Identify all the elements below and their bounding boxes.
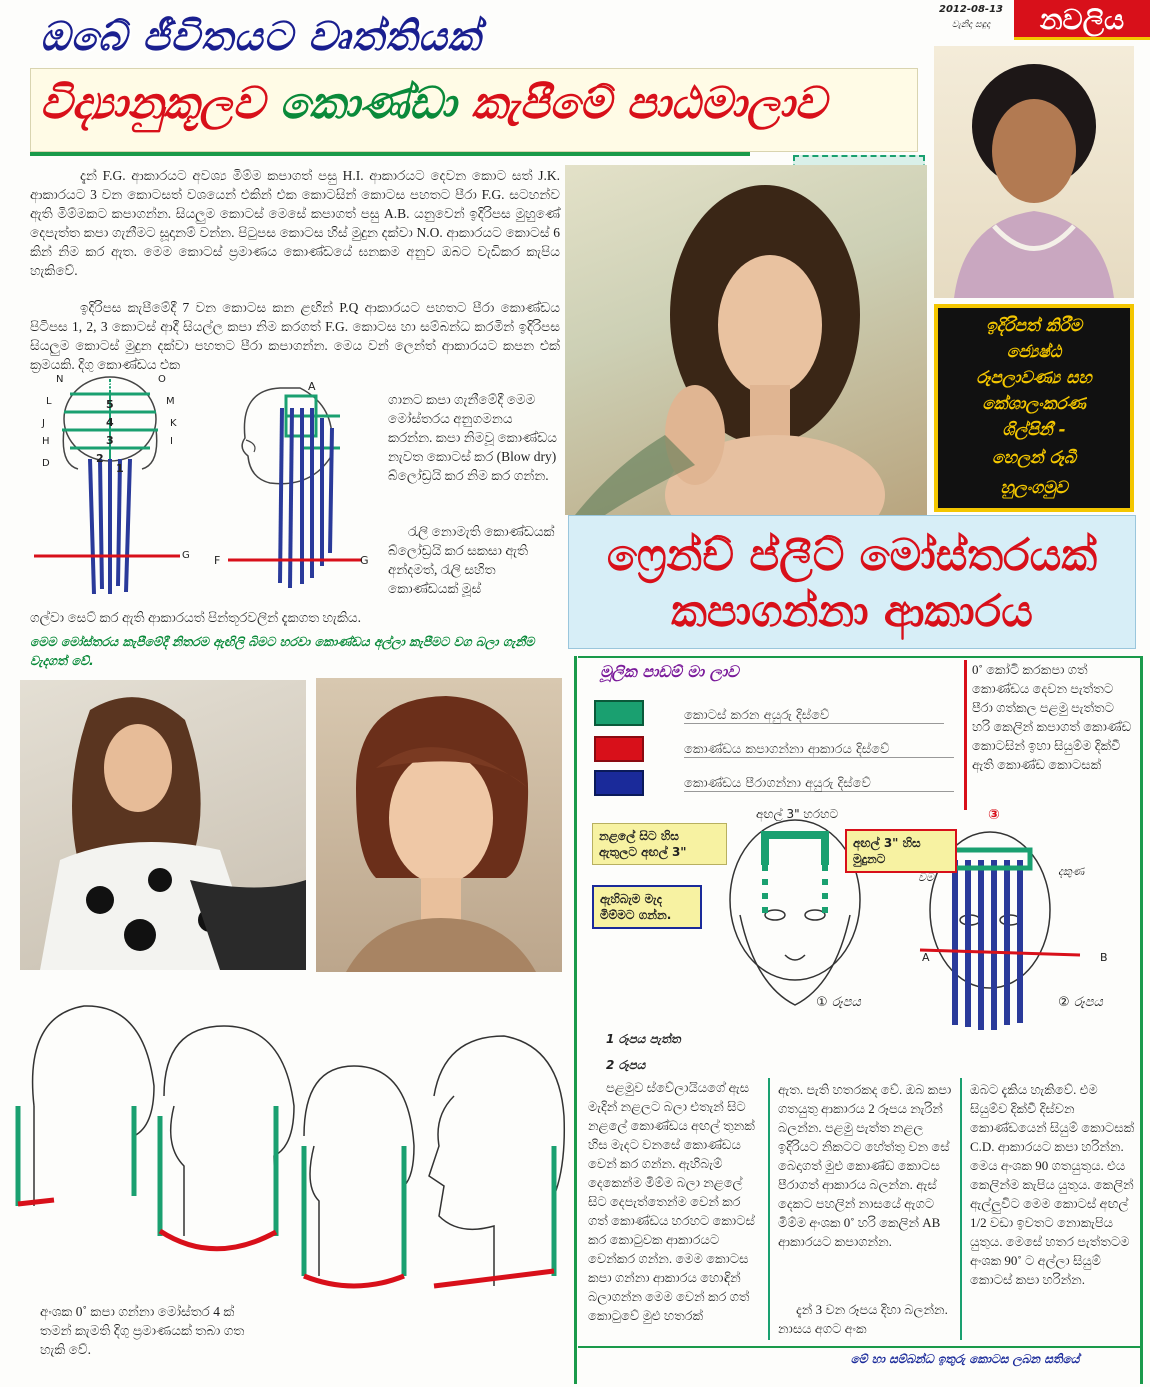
label-l: L — [46, 396, 52, 407]
section-3: 3 — [106, 434, 114, 447]
label-o: O — [158, 374, 166, 385]
issue-day: වැනිදා සඳුදා — [951, 20, 991, 30]
label-h: H — [42, 436, 50, 447]
headline-line-2: කපාගන්නා ආකාරය — [671, 586, 1033, 637]
section-6: 6 — [106, 380, 114, 393]
newspaper-logo: නවලිය — [1014, 0, 1150, 40]
face-label-a: A — [922, 951, 930, 964]
legend-swatch-blue — [594, 770, 644, 796]
legend-side-rule — [964, 660, 967, 810]
label-m: M — [166, 396, 175, 407]
lesson-column-3: ඔබට දැකිය හැකිවේ. එම සියුම්ව දික්වී දිස්වන කොණ්ඩයෙන් සියුම් කොටසක් C.D. ආකාරයට කපා හරින්න. මෙය අංශක 90 ගතයුතුය. එය කෙලින්ම කැපිය යුතුය. කෙලින් ඇල්ලුවිට මෙම කොටස් අඟල් 1/2 වඩා ඉවතට නොකැපිය යුතුය. මෙසේ හතර පැත්තටම අංශක 90˚ ට අල්ලා සියුම් කොටස් කපා හරින්න. — [970, 1082, 1135, 1287]
title-part-2: කොණ්ඩා — [279, 78, 472, 129]
presenter-line-7: හුලංගමුව — [1000, 478, 1068, 498]
section-4: 4 — [106, 416, 114, 429]
article-paragraph-1: දැන් F.G. ආකාරයට අවශ්‍ය මිම්ම කපාගත් පසු H.I. ආකාරයට දෙවන කොට සත් J.K. ආකාරයට 3 වන කොටසත් වශයෙන් එකින් එක කොටසින් කොටස පහතට පීරා F.G. සටහන්ව ඇති මිම්මකට කපාගන්න. සියලුම කොටස් මෙසේ කපාගත් පසු A.B. යනුවෙන් ඉදිරිපස මුහුණේ දෙපැත්ත කපා ගැනීමට සූදානම් වන්න. පිටුපස කොටස හිස් මුදුන දක්වා N.O. ආකාරයට කොටස් 6 කින් නිම කර ඇත. මෙම කොටස් ප්‍රමාණය කොණ්ඩයේ ඝනකම අනුව ඔබට වැඩිකර කැපිය හැකිවේ. — [30, 168, 560, 278]
column-rule-1 — [768, 1078, 770, 1340]
lesson-column-1: පළමුව ස්වේලායියගේ ඇස මැදින් නළලට බලා එතැන් සිට නළලේ කොණ්ඩය අඟල් තුනක් හිස මැදට වනසේ කොණ්ඩය වෙන් කර ගන්න. ඇහිබැම් දෙකෙන්ම මිම්ම බලා නළලේ සිට දෙපැත්තෙන්ම වෙන් කර ගත් කොණ්ඩය හරහට කොටස් කර කොටුවක ආකාරයට වෙන්කර ගන්න. මෙම කොටස කපා ගන්නා ආකාරය හොඳින් බලාගන්න මෙම වෙන් කර ගත් කොටුවේ මුළු හතරක් — [588, 1080, 755, 1323]
side-head-sketch — [210, 378, 370, 603]
face-label-top: අඟල් 3" හරහට — [756, 807, 839, 821]
presenter-box — [934, 304, 1134, 512]
presenter-line-2: ජ්‍යෙෂ්ඨ — [1006, 342, 1062, 362]
label-j: J — [42, 418, 45, 429]
label-f: F — [214, 554, 221, 567]
section-2: 2 — [96, 452, 104, 465]
face-label-right-box: අඟල් 3" හිස මුදුනට — [845, 829, 957, 873]
continuation-note: මේ හා සම්බන්ධ ඉතුරු කොටස ලබන සතියේ — [850, 1352, 1080, 1366]
long-hair-illustration — [20, 680, 306, 970]
figure-2-label: ② රූපය — [1058, 995, 1103, 1010]
section-5: 5 — [106, 398, 114, 411]
face-label-b: B — [1100, 951, 1108, 964]
photo-bob-hair-model — [316, 678, 562, 972]
legend-title: මූලික පාඩම් මා ලාව — [600, 662, 739, 681]
section-1: 1 — [116, 462, 124, 475]
neckline-caption: අංශක 0˚ කපා ගන්නා මෝස්තර 4 ක් තමන් කැමති දිගු ප්‍රමාණයක් තබා ගත හැකි වේ. — [40, 1304, 245, 1357]
face-label-left-side: වම — [918, 871, 934, 884]
legend-row-3: කොණ්ඩය පීරාගන්නා අයුරු දිස්වේ — [684, 776, 954, 792]
figure-1-label: ① රූපය — [816, 995, 861, 1010]
face-label-right-side: දකුණ — [1058, 865, 1085, 878]
diagram-side-head — [210, 378, 370, 603]
lesson-column-2b: දැන් 3 වන රූපය දිහා බලන්න. නාසය අගට අංක — [778, 1302, 948, 1336]
presenter-line-4: කේශාලංකරණ — [982, 394, 1086, 414]
right-top-text: 0˚ කෝටි කරකපා ගත් කොණ්ඩය දෙවන පැත්තට පීරා ගත්කල පළමු පැත්තට හරි කෙලින් කපාගත් කොණ්ඩ කොටසින් ඉහා සියුම්ම දික්වී ඇති කොණ්ඩ කොටසක් — [972, 662, 1132, 772]
article-paragraph-2: ඉදිරිපස කැපීමේදී 7 වන කොටස කන ළඟින් P.Q ආකාරයට පහතට පීරා කොණ්ඩය පිටිපස 1, 2, 3 කොටස් ආදී සියල්ල කපා නිම කරගත් F.G. කොටස හා සම්බන්ධ කරමින් ඉදිරිපස සියලුම කොටස් මුදුන දක්වා පහතට පීරා කපාගන්න. මෙය වන් ලෙන්ත් ආකාරයට කපන එක් ක්‍රමයකි. දිගු කොණ්ඩය එක — [30, 300, 560, 372]
title-line-1: ඔබේ ජීවිතයට වෘත්තියක් — [40, 14, 482, 60]
legend-swatch-green — [594, 700, 644, 726]
neckline-sketches — [14, 996, 570, 1296]
title-part-3: කැපීමේ පාඨමාලාව — [471, 78, 827, 129]
face-label-lower-box: ඇහිබැම මැද මිම්මට ගන්න. — [592, 885, 702, 929]
photo-braided-hair — [565, 165, 927, 515]
label-g2: G — [360, 554, 369, 567]
label-d: D — [42, 458, 50, 469]
diagram-back-head — [30, 374, 190, 599]
neckline-sketch-drawing — [14, 996, 570, 1296]
presenter-line-5: ශිල්පිනී - — [1002, 420, 1066, 440]
label-g: G — [182, 550, 190, 561]
column-rule-2 — [960, 1078, 962, 1340]
legend-swatch-red — [594, 736, 644, 762]
legend-row-1: කොටස් කරන අයුරු දිස්වේ — [684, 708, 944, 724]
lesson-column-2: ඇත. පැති හතරකද වේ. ඔබ කපා ගතයුතු ආකාරය 2 රූපය නැරින් බලන්න. පළමු පැත්ත නළල ඉදිරියට නිකටට හේත්තු වන සේ බෙදාගත් මුළු කොණ්ඩ කොටස පීරාගත් ආකාරය බලන්න. ඇස් දෙකට පහලින් නාසයේ ඇගට මිම්ම අංශක 0˚ හරි කෙලින් AB ආකාරයට කපාගන්න. — [778, 1082, 952, 1249]
column-divider-right — [1140, 656, 1143, 1384]
face-diagrams — [580, 805, 1136, 1030]
photo-author — [934, 46, 1134, 298]
label-a: A — [308, 380, 316, 393]
tip-note: මෙම මෝස්තරය කැපීමේදී නිතරම ඇඟිලි බිමට හරවා කොණ්ඩය අල්ලා කැපීමට වග බලා ගැනීම වැදගත් වේ. — [30, 634, 535, 668]
face-label-3: ③ — [988, 807, 1000, 823]
article-side-text: ගානට කපා ගැනීමේදී මෙම මෝස්තරය අනුගමනය කරන්න. කපා නිමවූ කොණ්ඩය නැවත කොටස් කර (Blow dry) බ්ලෝඩ්‍රයි කර නිම කර ගන්න. — [388, 392, 557, 483]
legend-row-2: කොණ්ඩය කපාගන්නා ආකාරය දිස්වේ — [684, 742, 954, 758]
figure-caption-2: 2 රූපය — [606, 1058, 646, 1072]
headline-line-1: ෆ්‍රෙන්ච් ප්ලීට් මෝස්තරයක් — [606, 530, 1098, 581]
author-portrait-illustration — [934, 46, 1134, 298]
title-line-2 — [40, 78, 920, 129]
bob-hair-illustration — [316, 678, 562, 972]
article-side-text-2: රැලි නොමැති කොණ්ඩයක් බ්ලෝඩ්‍රයි කර සකසා ඇති අන්දමත්, රැලි සහිත කොණ්ඩයක් මූස් — [388, 524, 555, 596]
face-label-left-box: නළලේ සිට හිස ඇතුලට අඟල් 3" — [592, 823, 727, 865]
label-n: N — [56, 374, 64, 385]
portrait-illustration — [565, 165, 927, 515]
presenter-line-6: හෙලන් රූබී — [992, 448, 1076, 468]
lesson-top-rule — [578, 656, 1140, 658]
presenter-line-1: ඉදිරිපත් කිරීම — [986, 316, 1082, 336]
label-i: I — [170, 436, 173, 447]
title-underline — [30, 152, 750, 156]
headline-box — [568, 515, 1136, 649]
footer-rule — [578, 1346, 1140, 1348]
column-divider-left — [574, 656, 577, 1384]
article-paragraph-3: ගල්වා සෙට් කර ඇති ආකාරයත් පින්තූරවලින් දැකගත හැකිය. — [30, 610, 361, 625]
label-k: K — [170, 418, 177, 429]
title-part-1: විද්‍යානුකූලව — [40, 78, 280, 129]
photo-long-hair-model — [20, 680, 306, 970]
figure-caption-1: 1 රූපය පැත්ත — [606, 1032, 681, 1046]
issue-date: 2012-08-13 — [939, 4, 1003, 15]
presenter-line-3: රූපලාවණ්‍ය සහ — [976, 368, 1092, 388]
